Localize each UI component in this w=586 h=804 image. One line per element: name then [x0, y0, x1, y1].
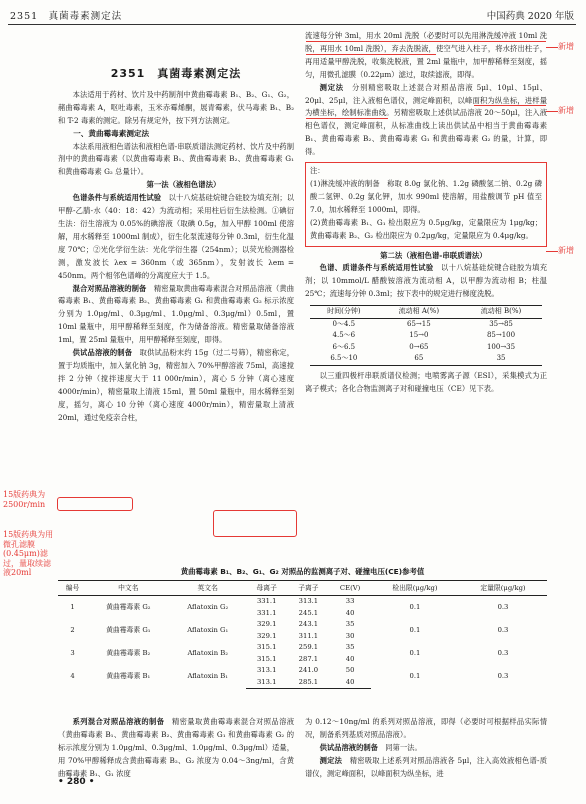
table-cell: 15→0: [409, 331, 429, 340]
table-header-cell: 中文名: [87, 581, 170, 596]
table-cell: 4: [70, 672, 75, 680]
chrom2-text: 以十八烷基硅烷键合硅胶为填充剂；以 10mmol/L 醋酸铵溶液为流动相 A，以甲醇为流动相 B；柱温 25℃；流速每分钟 0.3ml；按下表中的规定进行梯度洗脱。: [305, 263, 548, 299]
section-description: 本法系用液相色谱法和液相色谱-串联质谱法测定药材、饮片及中药制剂中的黄曲霉毒素（以黄曲霉毒素 B₁、黄曲霉毒素 B₂、黄曲霉毒素 G₁ 和黄曲霉毒素 G₂ 总量计）。: [58, 141, 294, 177]
table-cell: 311.1: [298, 631, 319, 640]
table-cell: 100→35: [486, 342, 516, 351]
table-row: [310, 353, 542, 365]
sample-label: 供试品溶液的制备: [319, 742, 378, 752]
table-cell: 50: [345, 666, 355, 674]
table-cell: 4.5～6: [332, 331, 356, 340]
underline-mark: [474, 105, 546, 106]
table-cell: 1: [70, 602, 75, 611]
table-row: [310, 342, 542, 354]
table-cell: 35: [345, 643, 355, 651]
table-cell: 6.5～10: [330, 354, 358, 363]
table-cell: 0～4.5: [332, 319, 356, 328]
series-continued: 为 0.12～10ng/ml 的系列对照品溶液，即得（必要时可根据样品实际情况，制备系列基质对照品溶液）。: [305, 717, 547, 739]
table-cell: 313.1: [246, 677, 288, 689]
measure-paragraph: [305, 82, 547, 159]
table-row: [310, 330, 542, 342]
gradient-table: [310, 305, 542, 366]
arrow-mark: [546, 251, 558, 252]
bottom-right-column: [305, 716, 547, 781]
chrom-label: 色谱条件与系统适用性试验: [72, 193, 162, 203]
measure-text: 分别精密吸取上述混合对照品溶液 5μl、10μl、15μl、20μl、25μl，注入液相色谱仪，测定峰面积，以峰面积为纵坐标，进样量为横坐标，绘制标准曲线。另精密吸取上述供试品溶液 20～50μl，注入液相色谱仪，测定峰面积，从标准曲线上读出供试品中相当于黄曲霉毒素 B₁、黄曲霉毒素 B₂、黄曲霉毒素 G₁ 和黄曲霉毒素 G₂ 的量，计算，即得。: [305, 82, 548, 157]
table-cell: 259.1: [298, 643, 319, 651]
method-heading: 第一法（液相色谱法）: [146, 180, 221, 190]
table-cell: 黄曲霉毒素 B₁: [106, 672, 151, 680]
measure-label: 测定法: [319, 82, 344, 92]
table-cell: 0.1: [409, 602, 421, 611]
test-text: 取供试品粉末约 15g（过二号筛），精密称定，置于均质瓶中，加入氯化钠 3g，精密加入 70%甲醇溶液 75ml，高速搅拌 2 分钟（搅拌速度大于 11 000r/min），离心 5 分钟（离心速度 4000r/min），精密量取上清液 15ml，置 50ml 量瓶中，用水稀释至刻度，摇匀，离心 10 分钟（离心速度 4000r/min），精密量取上清液 20ml，通过免疫亲合柱，: [58, 348, 295, 422]
table-cell: 0.3: [497, 625, 509, 634]
underline-mark: [306, 118, 388, 119]
table-cell: 85→100: [486, 331, 516, 340]
chrom-text: 以十八烷基硅烷键合硅胶为填充剂；以甲醇-乙腈-水（40：18：42）为流动相；采用柱后衍生法检测。①碘衍生法：衍生溶液为 0.05%的碘溶液（取碘 0.5g，加入甲醇 100ml 使溶解，用水稀释至 1000ml 制成），衍生化泵流速每分钟 0.3ml，衍生化温度 70℃；②光化学衍生法：光化学衍生器（254nm）；以荧光检测器检测，激发波长 λex = 360nm（或 365nm），发射波长 λem = 450nm。两个相邻色谱峰的分离度应大于 1.5。: [58, 193, 295, 280]
table-cell: Aflatoxin B₂: [187, 648, 228, 657]
series-label: 系列混合对照品溶液的制备: [72, 717, 165, 726]
series-paragraph: [58, 716, 294, 781]
method2-heading: 第二法（液相色谱-串联质谱法）: [380, 250, 487, 260]
table-cell: 40: [345, 654, 355, 663]
annotation-new-3: 新增: [558, 246, 574, 255]
table-cell: 245.1: [298, 608, 319, 617]
table-cell: 0.3: [497, 602, 509, 611]
table-cell: 0.1: [409, 672, 421, 680]
series-text: 精密量取黄曲霉毒素混合对照品溶液（黄曲霉毒素 B₁、黄曲霉毒素 B₂、黄曲霉毒素 G₁ 和黄曲霉毒素 G₂ 的标示浓度分别为 1.0μg/ml、0.3μg/ml、1.0μg/ml、0.3μg/ml）适量，用 70%甲醇稀释成含黄曲霉毒素 B₂、G₂ 浓度为 0.04～3ng/ml，含黄曲霉毒素 B₁、G₁ 浓度: [58, 717, 295, 778]
table-cell: 0.1: [409, 625, 421, 634]
table-cell: 35: [496, 354, 506, 363]
intro-paragraph: 本法适用于药材、饮片及中药制剂中黄曲霉毒素 B₁、B₂、G₁、G₂，赭曲霉毒素 A，呕吐毒素，玉米赤霉烯酮，展青霉素，伏马毒素 B₁、B₂ 和 T-2 毒素的测定。除另有规定外，按下列方法测定。: [58, 89, 294, 125]
ms-table: [58, 580, 547, 689]
table-cell: 313.1: [298, 597, 319, 605]
arrow-mark: [546, 47, 558, 48]
header-right: 中国药典 2020 年版: [486, 11, 574, 22]
running-header: [10, 6, 574, 22]
table-cell: 40: [329, 677, 371, 689]
chrom2-label: 色谱、质谱条件与系统适用性试验: [319, 263, 434, 273]
table-header-cell: 时间(分钟): [327, 307, 361, 316]
table-cell: 2: [70, 625, 75, 634]
chrom2-paragraph: [305, 262, 547, 301]
table-header-cell: 英文名: [170, 581, 246, 596]
table-header-cell: 检出限(μg/kg): [371, 581, 459, 596]
table-cell: 315.1: [256, 643, 277, 651]
table-cell: 33: [345, 597, 355, 605]
underline-mark: [306, 41, 546, 42]
annotation-filter-note: 15版药典为用微孔滤膜(0.45μm)滤过，量取续滤液20ml: [3, 530, 54, 577]
table-row: [58, 665, 547, 677]
right-column: [305, 30, 547, 395]
annotation-rpm-note: 15版药典为2500r/min: [3, 490, 46, 509]
ms-paragraph: 以三重四极杆串联质谱仪检测；电喷雾离子源（ESI），采集模式为正离子模式；各化合物监测离子对和碰撞电压（CE）见下表。: [305, 370, 547, 393]
mix-paragraph: [58, 283, 294, 348]
note-item-1: (1)淋洗缓冲液的制备 称取 8.0g 氯化钠、1.2g 磷酸氢二钠、0.2g 磷酸二氢钾、0.2g 氯化钾，加水 990ml 使溶解，用盐酸调节 pH 值至 7.0，加水稀释至 1000ml，即得。: [310, 178, 542, 214]
annotation-new-2: 新增: [558, 106, 574, 115]
table-cell: 329.1: [256, 631, 277, 640]
ms-header-row: [58, 581, 547, 596]
table-header-cell: 母离子: [246, 581, 288, 596]
table-header-cell: 子离子: [288, 581, 330, 596]
table-cell: 0.3: [497, 672, 509, 680]
table-header-cell: CE(V): [329, 581, 371, 596]
table-cell: Aflatoxin B₁: [187, 672, 228, 680]
table-row: [310, 318, 542, 330]
table-cell: Aflatoxin G₁: [187, 625, 229, 634]
table-cell: 243.1: [298, 620, 319, 628]
page-title: 2351 真菌毒素测定法: [110, 67, 242, 80]
chrom-paragraph: [58, 192, 294, 282]
table-cell: 241.0: [298, 666, 319, 674]
table-cell: 329.1: [256, 620, 277, 628]
measure2-text: 精密吸取上述系列对照品溶液各 5μl，注入高效液相色谱-质谱仪，测定峰面积，以峰面积为纵坐标，进: [305, 755, 548, 778]
highlight-box: [213, 510, 297, 537]
table-cell: 331.1: [256, 608, 277, 617]
mix-text: 精密量取黄曲霉毒素混合对照品溶液（黄曲霉毒素 B₁、黄曲霉毒素 B₂、黄曲霉毒素 G₁ 和黄曲霉毒素 G₂ 标示浓度分别为 1.0μg/ml、0.3μg/ml、1.0μg/ml、0.3μg/ml）0.5ml，置 10ml 量瓶中，用甲醇稀释至刻度，作为储备溶液。精密量取储备溶液 1ml，置 25ml 量瓶中，用甲醇稀释至刻度，即得。: [58, 283, 295, 345]
table-header-cell: 流动相 B(%): [480, 307, 522, 316]
left-column: [58, 62, 294, 424]
mix-label: 混合对照品溶液的制备: [72, 283, 147, 293]
table-cell: 40: [345, 608, 355, 617]
table-cell: 30: [345, 631, 355, 640]
table-cell: 黄曲霉毒素 G₁: [106, 625, 151, 634]
table-cell: 287.1: [298, 654, 319, 663]
table-header-cell: 定量限(μg/kg): [459, 581, 547, 596]
measure2-paragraph: [305, 755, 547, 781]
table-header-cell: 流动相 A(%): [398, 307, 440, 316]
table-cell: 35→85: [489, 319, 513, 328]
page-number: • 280 •: [58, 777, 95, 787]
table-cell: 331.1: [256, 597, 277, 605]
table-cell: 0.3: [497, 648, 509, 657]
bottom-left-column: [58, 716, 294, 781]
table-cell: 0.1: [409, 648, 421, 657]
table-cell: 35: [345, 620, 355, 628]
highlight-box: [57, 497, 133, 511]
table-cell: 313.1: [256, 666, 277, 674]
table-cell: Aflatoxin G₂: [187, 602, 229, 611]
table-cell: 0→65: [409, 342, 429, 351]
note-item-2: (2)黄曲霉毒素 B₁、G₁ 检出限应为 0.5μg/kg，定量限应为 1μg/kg；黄曲霉毒素 B₂、G₂ 检出限应为 0.2μg/kg，定量限应为 0.4μg/kg。: [310, 217, 542, 240]
section-heading: 一、黄曲霉毒素测定法: [73, 128, 150, 138]
table-cell: 65→15: [407, 319, 431, 328]
measure2-label: 测定法: [319, 755, 343, 765]
table-row: [58, 596, 547, 608]
underline-mark: [306, 54, 436, 55]
header-rule: [8, 24, 576, 25]
test-label: 供试品溶液的制备: [72, 348, 133, 358]
table-row: [58, 619, 547, 631]
sample-text: 同第一法。: [385, 742, 422, 752]
table-cell: 3: [70, 648, 75, 657]
sample-paragraph: [305, 742, 547, 755]
table-cell: 285.1: [288, 677, 330, 689]
table-cell: 315.1: [256, 654, 277, 663]
table-cell: 黄曲霉毒素 B₂: [106, 648, 151, 657]
note-title: 注：: [310, 166, 325, 176]
continued-paragraph: 流速每分钟 3ml，用水 20ml 洗脱（必要时可以先用淋洗缓冲液 10ml 洗脱，再用水 10ml 洗脱），弃去洗脱液，使空气进入柱子，将水挤出柱子，再用适量甲醇洗脱，收集洗脱液，置 2ml 量瓶中，加甲醇稀释至刻度，摇匀，用微孔滤膜（0.22μm）滤过，取续滤液，即得。: [305, 31, 547, 79]
note-box: [305, 162, 547, 246]
header-left: 2351 真菌毒素测定法: [10, 11, 123, 22]
ms-table-title: 黄曲霉毒素 B₁、B₂、G₁、G₂ 对照品的监测离子对、碰撞电压(CE)参考值: [180, 567, 425, 576]
table-row: [58, 642, 547, 654]
arrow-mark: [546, 111, 558, 112]
table-cell: 黄曲霉毒素 G₂: [106, 602, 151, 611]
gradient-header-row: [310, 306, 542, 319]
table-header-cell: 编号: [58, 581, 87, 596]
annotation-new-1: 新增: [558, 42, 574, 51]
table-cell: 6～6.5: [332, 342, 356, 351]
test-paragraph: [58, 347, 294, 424]
table-cell: 65: [414, 354, 424, 363]
